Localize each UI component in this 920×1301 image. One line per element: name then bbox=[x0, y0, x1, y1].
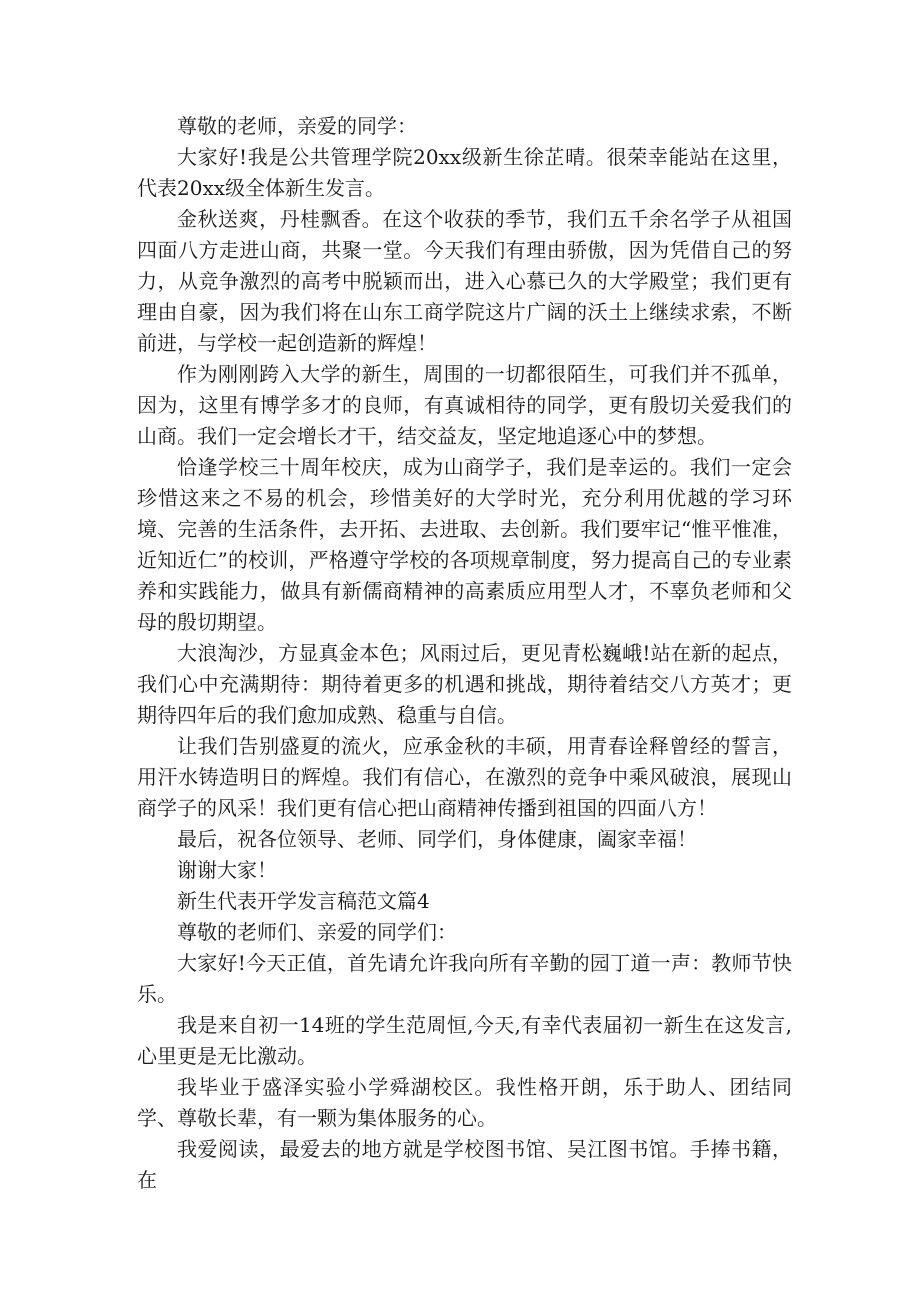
salutation: 尊敬的老师，亲爱的同学： bbox=[177, 114, 417, 138]
document-body bbox=[137, 111, 792, 1196]
paragraph: 恰逢学校三十周年校庆，成为山商学子，我们是幸运的。我们一定会珍惜这来之不易的机会，珍惜美好的大学时光，充分利用优越的学习环境、完善的生活条件，去开拓、去进取、去创新。我们要牢记“惟平惟准，近知近仁”的校训，严格遵守学校的各项规章制度，努力提高自己的专业素养和实践能力，做具有新儒商精神的高素质应用型人才，不辜负老师和父母的殷切期望。 bbox=[137, 455, 792, 634]
paragraph: 我是来自初一14班的学生范周恒,今天,有幸代表届初一新生在这发言,心里更是无比激动。 bbox=[137, 1013, 792, 1068]
paragraph: 大浪淘沙，方显真金本色；风雨过后，更见青松巍峨!站在新的起点，我们心中充满期待：期待着更多的机遇和挑战，期待着结交八方英才；更期待四年后的我们愈加成熟、稳重与自信。 bbox=[137, 641, 792, 727]
closing-thanks: 谢谢大家！ bbox=[177, 858, 277, 882]
paragraph: 金秋送爽，丹桂飘香。在这个收获的季节，我们五千余名学子从祖国四面八方走进山商，共聚一堂。今天我们有理由骄傲，因为凭借自己的努力，从竞争激烈的高考中脱颖而出，进入心慕已久的大学殿堂；我们更有理由自豪，因为我们将在山东工商学院这片广阔的沃土上继续求索，不断前进，与学校一起创造新的辉煌！ bbox=[137, 207, 792, 355]
section-title: 新生代表开学发言稿范文篇4 bbox=[177, 889, 430, 913]
paragraph: 让我们告别盛夏的流火，应承金秋的丰硕，用青春诠释曾经的誓言，用汗水铸造明日的辉煌。我们有信心，在激烈的竞争中乘风破浪，展现山商学子的风采！我们更有信心把山商精神传播到祖国的四面八方！ bbox=[137, 734, 792, 820]
salutation: 尊敬的老师们、亲爱的同学们： bbox=[177, 920, 457, 944]
paragraph: 最后，祝各位领导、老师、同学们，身体健康，阖家幸福！ bbox=[177, 827, 697, 851]
paragraph: 大家好!今天正值，首先请允许我向所有辛勤的园丁道一声：教师节快乐。 bbox=[137, 951, 792, 1006]
paragraph: 我爱阅读，最爱去的地方就是学校图书馆、吴江图书馆。手捧书籍，在 bbox=[137, 1137, 792, 1192]
paragraph: 大家好!我是公共管理学院20xx级新生徐芷晴。很荣幸能站在这里，代表20xx级全体新生发言。 bbox=[137, 145, 792, 200]
paragraph: 我毕业于盛泽实验小学舜湖校区。我性格开朗，乐于助人、团结同学、尊敬长辈，有一颗为集体服务的心。 bbox=[137, 1075, 792, 1130]
paragraph: 作为刚刚跨入大学的新生，周围的一切都很陌生，可我们并不孤单，因为，这里有博学多才的良师，有真诚相待的同学，更有殷切关爱我们的山商。我们一定会增长才干，结交益友，坚定地追逐心中的梦想。 bbox=[137, 362, 792, 448]
